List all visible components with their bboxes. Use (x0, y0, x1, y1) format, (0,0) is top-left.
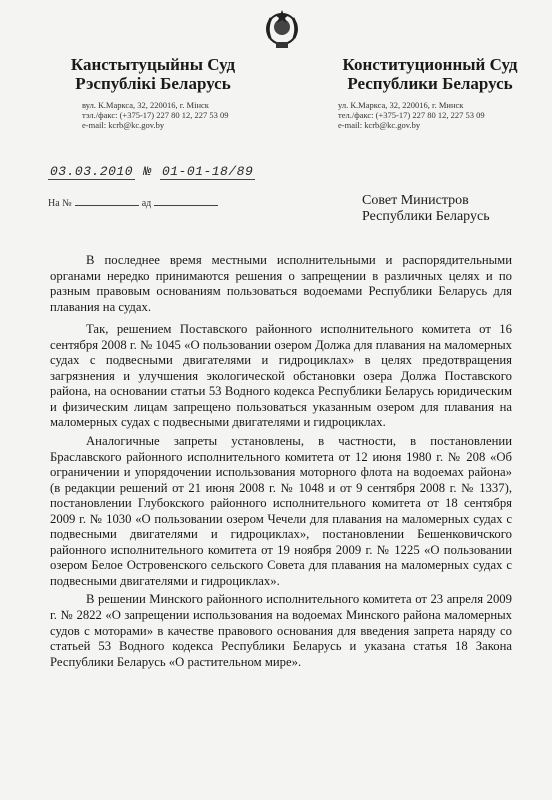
org-name-russian-line2: Республики Беларусь (347, 74, 513, 93)
email-right: e-mail: kcrb@kc.gov.by (338, 120, 421, 130)
reference-prefix: На № (48, 198, 72, 209)
org-name-belarusian-line1: Канстытуцыйны Суд (70, 55, 236, 74)
paragraph-2: Так, решением Поставского районного исполнительного комитета от 16 сентября 2008 г. № 1045 «О пользовании озером Должа для плавания на маломерных судах с подвесными двигателями и гидроциклах» в целях предотвращения загрязнения и улучшения экологической обстановки озера Должа Поставского района, на основании статьи 53 Водного кодекса Республики Беларусь юридическим и физическим лицам запрещено пользоваться указанным озером для плавания на маломерных судах с подвесными двигателями и гидроциклах. (50, 322, 512, 430)
org-name-russian-line1: Конституционный Суд (342, 55, 518, 74)
paragraph-3: Аналогичные запреты установлены, в частности, в постановлении Браславского районного исполнительного комитета от 12 июня 1980 г. № 208 «Об ограничении и упорядочении использования моторного флота на водоемах района» (в редакции решений от 21 июня 2008 г. № 1048 и от 9 сентября 2008 г. № 1337), постановлении Глубокского районного исполнительного комитета от 18 сентября 2009 г. № 1030 «О пользовании озером Чечели для плавания на маломерных судах с подвесными двигателями и гидроциклах», постановлении Бешенковичского районного исполнительного комитета от 19 ноября 2009 г. № 1225 «О пользовании озером Белое Островенского сельского Совета для плавания на маломерных судах с подвесными двигателями и гидроциклах». (50, 434, 512, 588)
paragraph-4: В решении Минского районного исполнительного комитета от 23 апреля 2009 г. № 2822 «О запрещении использования на водоемах Минского района маломерных судов с моторами» в качестве правового основания для введения запрета наряду со статьей 53 Водного кодекса Республики Беларусь и указана статья 18 Закона Республики Беларусь «О растительном мире». (50, 592, 512, 669)
address-right: ул. К.Маркса, 32, 220016, г. Минск (338, 100, 464, 110)
registration-line: 03.03.2010 № 01-01-18/89 (50, 164, 254, 179)
email-left: e-mail: kcrb@kc.gov.by (82, 120, 165, 130)
recipient-block (362, 193, 490, 225)
address-block-right (338, 100, 538, 130)
header-left-org (48, 55, 258, 93)
reference-number-blank (75, 205, 139, 206)
recipient-line2: Республики Беларусь (362, 209, 490, 224)
org-name-belarusian-line2: Рэспублікі Беларусь (75, 74, 231, 93)
reference-date-blank (154, 205, 218, 206)
phone-left: тэл./факс: (+375-17) 227 80 12, 227 53 09 (82, 110, 229, 120)
paragraph-1: В последнее время местными исполнительными и распорядительными органами нередко принимаются решения о запрещении в различных целях и по разным правовым основаниям пользоваться водоемами Республики Беларусь для плавания на судах. (50, 253, 512, 314)
registration-date: 03.03.2010 (50, 164, 134, 179)
address-block-left (82, 100, 272, 130)
reference-line (48, 198, 218, 209)
registration-number: 01-01-18/89 (161, 164, 254, 179)
reference-mid: ад (141, 198, 152, 209)
address-left: вул. К.Маркса, 32, 220016, г. Мінск (82, 100, 209, 110)
recipient-line1: Совет Министров (362, 193, 469, 208)
letter-body (50, 253, 512, 673)
state-emblem-icon (262, 8, 302, 52)
header-right-org (325, 55, 535, 93)
phone-right: тел./факс: (+375-17) 227 80 12, 227 53 09 (338, 110, 485, 120)
